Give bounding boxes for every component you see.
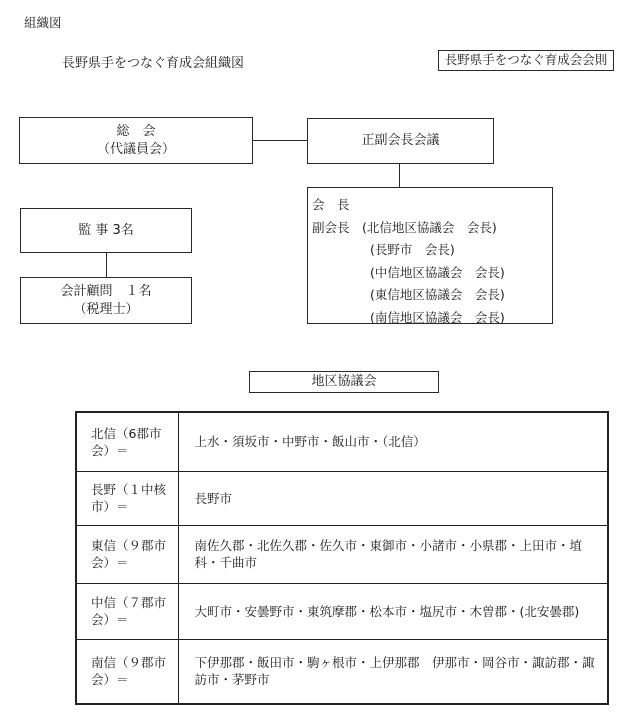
officer-president: 会 長: [312, 197, 350, 212]
page-header-label: 組織図: [24, 15, 62, 30]
auditors-box: [20, 208, 192, 253]
auditors-label: 監 事 3名: [78, 222, 134, 238]
table-row: [76, 412, 608, 471]
presidents-council-label: 正副会長会議: [361, 133, 440, 149]
general-assembly-sublabel: （代議員会）: [96, 141, 175, 157]
rules-link[interactable]: 長野県手をつなぐ育成会会則: [438, 50, 614, 71]
district-name-nagano: 長野（１中核市）＝: [76, 471, 178, 525]
district-name-chushin: 中信（７郡市会）＝: [76, 583, 178, 639]
district-name-toshin: 東信（９郡市会）＝: [76, 525, 178, 583]
accounting-advisor-label: 会計顧問 １名: [60, 283, 152, 299]
district-cities-hokushin: 上水・須坂市・中野市・飯山市・（北信）: [178, 412, 608, 471]
district-cities-nanshin: 下伊那郡・飯田市・駒ヶ根市・上伊那郡 伊那市・岡谷市・諏訪郡・諏訪市・茅野市: [178, 639, 608, 704]
connector-line: [399, 164, 400, 187]
district-cities-toshin: 南佐久郡・北佐久郡・佐久市・東御市・小諸市・小県郡・上田市・埴科・千曲市: [178, 525, 608, 583]
accounting-advisor-box: [20, 277, 192, 324]
presidents-council-box: [307, 118, 494, 164]
officer-vice-president-toshin: (東信地区協議会 会長): [370, 287, 505, 302]
general-assembly-label: 総 会: [116, 123, 156, 139]
connector-line: [253, 140, 307, 141]
table-row: [76, 525, 608, 583]
page-title: 長野県手をつなぐ育成会組織図: [62, 56, 245, 71]
accounting-advisor-sublabel: （税理士）: [73, 301, 139, 317]
district-cities-chushin: 大町市・安曇野市・東筑摩郡・松本市・塩尻市・木曽郡・(北安曇郡): [178, 583, 608, 639]
district-name-hokushin: 北信（6郡市会）＝: [76, 412, 178, 471]
officer-vice-president: 副会長 (北信地区協議会 会長): [312, 219, 497, 235]
officer-vice-president-nanshin: (南信地区協議会 会長): [370, 309, 505, 325]
officer-vice-president-nagano: (長野市 会長): [370, 242, 455, 257]
connector-line: [106, 253, 107, 277]
general-assembly-box: [19, 117, 253, 164]
table-row: [76, 471, 608, 525]
district-table: [75, 411, 609, 705]
district-name-nanshin: 南信（９郡市会）＝: [76, 639, 178, 704]
table-row: [76, 639, 608, 704]
officer-vice-president-chushin: (中信地区協議会 会長): [370, 264, 505, 280]
district-councils-title: 地区協議会: [249, 371, 439, 393]
table-row: [76, 583, 608, 639]
officers-box: [307, 187, 553, 324]
district-cities-nagano: 長野市: [178, 471, 608, 525]
